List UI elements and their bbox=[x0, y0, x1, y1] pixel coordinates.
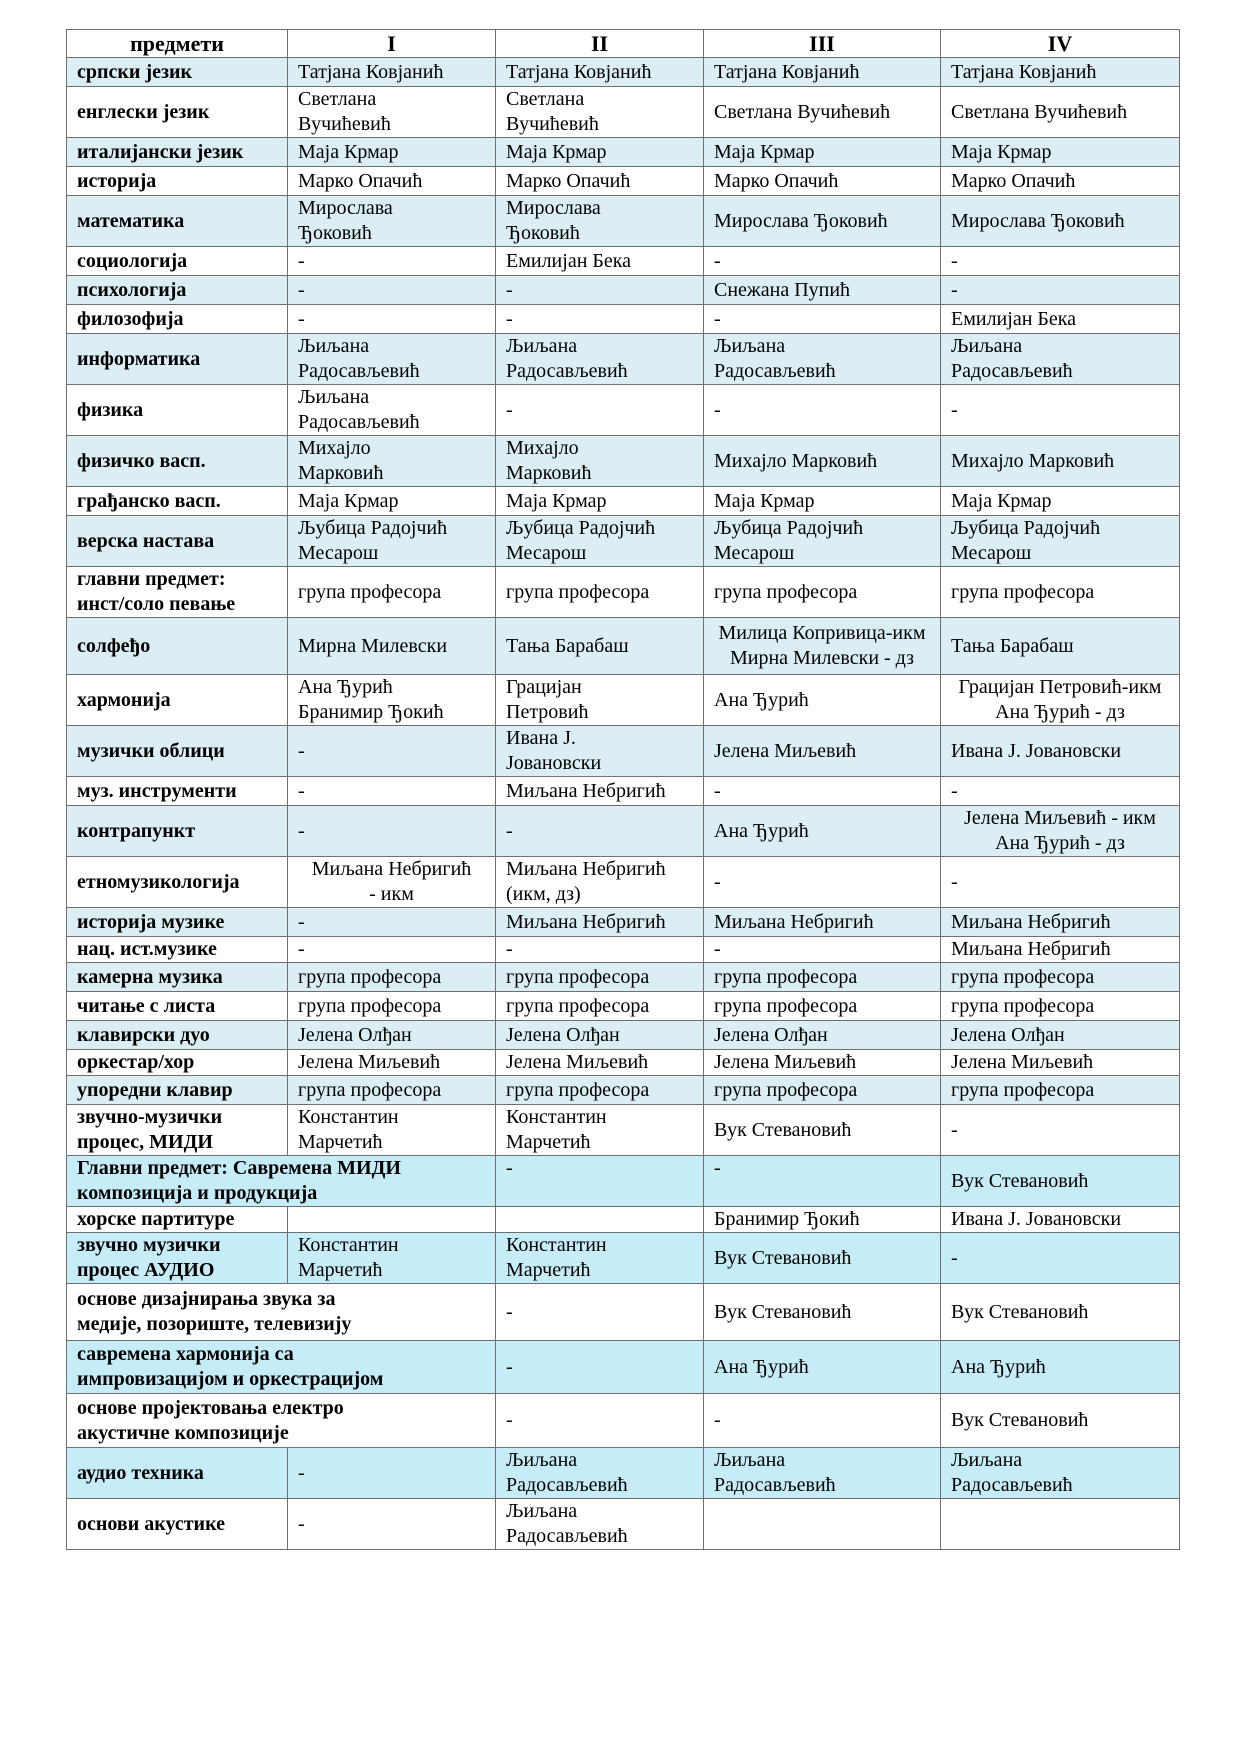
subject-cell: контрапункт bbox=[67, 806, 288, 857]
table-row bbox=[67, 305, 1180, 334]
teacher-cell: група професора bbox=[941, 992, 1180, 1021]
table-row bbox=[67, 516, 1180, 567]
header-year-1: I bbox=[288, 30, 496, 58]
teacher-cell: Јелена Миљевић bbox=[496, 1050, 704, 1076]
teacher-cell: Јелена Олђан bbox=[288, 1021, 496, 1050]
teacher-cell: Миљана Небригић bbox=[496, 777, 704, 806]
subject-cell: етномузикологија bbox=[67, 857, 288, 908]
teacher-cell: Марко Опачић bbox=[288, 167, 496, 196]
teacher-cell: Константин Марчетић bbox=[496, 1233, 704, 1284]
teacher-cell: Љиљана Радосављевић bbox=[941, 1448, 1180, 1499]
subject-cell: читање с листа bbox=[67, 992, 288, 1021]
teacher-cell: - bbox=[288, 276, 496, 305]
teacher-cell: - bbox=[288, 806, 496, 857]
teacher-cell: Тања Барабаш bbox=[941, 618, 1180, 675]
teacher-cell: Ана Ђурић bbox=[704, 806, 941, 857]
table-row bbox=[67, 1284, 1180, 1341]
teacher-cell: група професора bbox=[704, 992, 941, 1021]
teacher-cell: Миљана Небригић bbox=[496, 908, 704, 937]
teacher-cell: Јелена Олђан bbox=[704, 1021, 941, 1050]
subject-cell: грађанско васп. bbox=[67, 487, 288, 516]
subject-cell: камерна музика bbox=[67, 963, 288, 992]
teacher-cell: Мирослава Ђоковић bbox=[941, 196, 1180, 247]
table-header-row bbox=[67, 30, 1180, 58]
teacher-cell: Јелена Миљевић bbox=[288, 1050, 496, 1076]
teacher-cell: Татјана Ковјанић bbox=[496, 58, 704, 87]
subject-cell: хармонија bbox=[67, 675, 288, 726]
subject-cell: звучно-музички процес, МИДИ bbox=[67, 1105, 288, 1156]
teacher-cell: Јелена Миљевић - икм Ана Ђурић - дз bbox=[941, 806, 1180, 857]
teacher-cell bbox=[288, 1207, 496, 1233]
teacher-cell: група професора bbox=[288, 992, 496, 1021]
subject-cell: основе дизајнирања звука за медије, позориште, телевизију bbox=[67, 1284, 496, 1341]
table-row bbox=[67, 1076, 1180, 1105]
teacher-cell: Јелена Миљевић bbox=[704, 1050, 941, 1076]
teacher-cell: група професора bbox=[704, 963, 941, 992]
teacher-cell: - bbox=[704, 1156, 941, 1207]
teacher-cell: група професора bbox=[496, 1076, 704, 1105]
subject-cell: психологија bbox=[67, 276, 288, 305]
teacher-cell: Љиљана Радосављевић bbox=[496, 1448, 704, 1499]
teacher-cell: - bbox=[704, 937, 941, 963]
teacher-cell: Ивана Ј. Јовановски bbox=[496, 726, 704, 777]
table-row bbox=[67, 1499, 1180, 1550]
table-row bbox=[67, 138, 1180, 167]
teacher-cell: Марко Опачић bbox=[496, 167, 704, 196]
table-row bbox=[67, 1448, 1180, 1499]
header-year-3: III bbox=[704, 30, 941, 58]
teacher-cell: - bbox=[288, 908, 496, 937]
teacher-cell: Вук Стевановић bbox=[704, 1105, 941, 1156]
subject-cell: основе пројектовања електро акустичне композиције bbox=[67, 1394, 496, 1448]
teacher-cell: Милица Копривица-икм Мирна Милевски - дз bbox=[704, 618, 941, 675]
teacher-cell: Татјана Ковјанић bbox=[704, 58, 941, 87]
teacher-cell: Миљана Небригић bbox=[941, 937, 1180, 963]
teacher-cell: група професора bbox=[941, 1076, 1180, 1105]
teacher-cell bbox=[941, 1499, 1180, 1550]
table-row bbox=[67, 196, 1180, 247]
teacher-cell: - bbox=[704, 857, 941, 908]
subject-cell: звучно музички процес АУДИО bbox=[67, 1233, 288, 1284]
teacher-cell: Емилијан Бека bbox=[496, 247, 704, 276]
table-row bbox=[67, 487, 1180, 516]
table-row bbox=[67, 618, 1180, 675]
teacher-cell: група професора bbox=[941, 963, 1180, 992]
teacher-cell: - bbox=[496, 937, 704, 963]
teacher-cell: Миљана Небригић - икм bbox=[288, 857, 496, 908]
subject-cell: оркестар/хор bbox=[67, 1050, 288, 1076]
teacher-cell: Ана Ђурић Бранимир Ђокић bbox=[288, 675, 496, 726]
teacher-cell: - bbox=[288, 937, 496, 963]
teacher-cell: Светлана Вучићевић bbox=[941, 87, 1180, 138]
teacher-cell: група професора bbox=[288, 567, 496, 618]
teacher-cell: Љубица Радојчић Месарош bbox=[496, 516, 704, 567]
teacher-cell: Љиљана Радосављевић bbox=[941, 334, 1180, 385]
teacher-cell: - bbox=[704, 385, 941, 436]
teacher-cell: Снежана Пупић bbox=[704, 276, 941, 305]
teacher-cell: Љиљана Радосављевић bbox=[704, 334, 941, 385]
table-row bbox=[67, 385, 1180, 436]
table-row bbox=[67, 167, 1180, 196]
teacher-cell: Тања Барабаш bbox=[496, 618, 704, 675]
teacher-cell: - bbox=[288, 1499, 496, 1550]
teacher-cell: Марко Опачић bbox=[704, 167, 941, 196]
table-row bbox=[67, 1021, 1180, 1050]
subject-cell: филозофија bbox=[67, 305, 288, 334]
subject-cell: верска настава bbox=[67, 516, 288, 567]
teacher-cell: Маја Крмар bbox=[288, 487, 496, 516]
subject-cell: италијански језик bbox=[67, 138, 288, 167]
teacher-cell: Ана Ђурић bbox=[704, 1341, 941, 1394]
subject-cell: нац. ист.музике bbox=[67, 937, 288, 963]
table-row bbox=[67, 567, 1180, 618]
teacher-cell: - bbox=[941, 777, 1180, 806]
subject-cell: основи акустике bbox=[67, 1499, 288, 1550]
subject-cell: физичко васп. bbox=[67, 436, 288, 487]
teacher-cell: - bbox=[496, 1284, 704, 1341]
subject-cell: хорске партитуре bbox=[67, 1207, 288, 1233]
teacher-cell: Ана Ђурић bbox=[941, 1341, 1180, 1394]
teacher-cell: Константин Марчетић bbox=[288, 1105, 496, 1156]
teacher-cell: Јелена Олђан bbox=[941, 1021, 1180, 1050]
subject-cell: социологија bbox=[67, 247, 288, 276]
teacher-cell: - bbox=[941, 276, 1180, 305]
teacher-cell: - bbox=[288, 1448, 496, 1499]
table-row bbox=[67, 436, 1180, 487]
table-row bbox=[67, 1050, 1180, 1076]
table-row bbox=[67, 58, 1180, 87]
teacher-cell: Вук Стевановић bbox=[704, 1233, 941, 1284]
subject-cell: информатика bbox=[67, 334, 288, 385]
teacher-cell: Грацијан Петровић bbox=[496, 675, 704, 726]
table-row bbox=[67, 1156, 1180, 1207]
teacher-cell: Татјана Ковјанић bbox=[288, 58, 496, 87]
teacher-cell: Ана Ђурић bbox=[704, 675, 941, 726]
teacher-cell: Љиљана Радосављевић bbox=[496, 1499, 704, 1550]
teacher-cell: - bbox=[704, 1394, 941, 1448]
teacher-cell: Емилијан Бека bbox=[941, 305, 1180, 334]
table-row bbox=[67, 806, 1180, 857]
teacher-cell: Светлана Вучићевић bbox=[704, 87, 941, 138]
teacher-cell: Маја Крмар bbox=[288, 138, 496, 167]
table-row bbox=[67, 963, 1180, 992]
table-row bbox=[67, 1207, 1180, 1233]
subject-cell: упоредни клавир bbox=[67, 1076, 288, 1105]
teacher-cell: Љубица Радојчић Месарош bbox=[288, 516, 496, 567]
table-row bbox=[67, 1394, 1180, 1448]
subject-cell: српски језик bbox=[67, 58, 288, 87]
teacher-cell: група професора bbox=[496, 963, 704, 992]
teacher-cell: Михајло Марковић bbox=[288, 436, 496, 487]
teacher-cell: - bbox=[288, 777, 496, 806]
teacher-cell: Вук Стевановић bbox=[941, 1394, 1180, 1448]
subject-cell: главни предмет: инст/соло певање bbox=[67, 567, 288, 618]
subject-cell: историја музике bbox=[67, 908, 288, 937]
table-row bbox=[67, 726, 1180, 777]
table-row bbox=[67, 992, 1180, 1021]
teacher-cell: Светлана Вучићевић bbox=[496, 87, 704, 138]
teacher-cell: група професора bbox=[496, 567, 704, 618]
teacher-cell: Јелена Миљевић bbox=[704, 726, 941, 777]
table-row bbox=[67, 247, 1180, 276]
subject-teacher-table bbox=[66, 29, 1180, 1550]
teacher-cell: Маја Крмар bbox=[496, 138, 704, 167]
teacher-cell: Љиљана Радосављевић bbox=[288, 334, 496, 385]
teacher-cell: Вук Стевановић bbox=[704, 1284, 941, 1341]
subject-cell: клавирски дуо bbox=[67, 1021, 288, 1050]
teacher-cell: Светлана Вучићевић bbox=[288, 87, 496, 138]
teacher-cell: Михајло Марковић bbox=[941, 436, 1180, 487]
teacher-cell: - bbox=[496, 1394, 704, 1448]
teacher-cell: Ивана Ј. Јовановски bbox=[941, 726, 1180, 777]
subject-cell: аудио техника bbox=[67, 1448, 288, 1499]
table-row bbox=[67, 675, 1180, 726]
teacher-cell bbox=[704, 1499, 941, 1550]
header-year-2: II bbox=[496, 30, 704, 58]
subject-cell: музички облици bbox=[67, 726, 288, 777]
teacher-cell: - bbox=[941, 1233, 1180, 1284]
teacher-cell: Миљана Небригић bbox=[704, 908, 941, 937]
teacher-cell: група професора bbox=[288, 1076, 496, 1105]
teacher-cell: Маја Крмар bbox=[941, 138, 1180, 167]
table-row bbox=[67, 276, 1180, 305]
teacher-cell: - bbox=[496, 1156, 704, 1207]
teacher-cell: - bbox=[496, 385, 704, 436]
teacher-cell: Мирослава Ђоковић bbox=[288, 196, 496, 247]
teacher-cell: група професора bbox=[704, 1076, 941, 1105]
header-year-4: IV bbox=[941, 30, 1180, 58]
header-subjects: предмети bbox=[67, 30, 288, 58]
teacher-cell: Маја Крмар bbox=[704, 487, 941, 516]
teacher-cell: група професора bbox=[288, 963, 496, 992]
teacher-cell: Татјана Ковјанић bbox=[941, 58, 1180, 87]
teacher-cell: - bbox=[941, 247, 1180, 276]
teacher-cell: Миљана Небригић (икм, дз) bbox=[496, 857, 704, 908]
teacher-cell: - bbox=[704, 305, 941, 334]
teacher-cell: Маја Крмар bbox=[704, 138, 941, 167]
teacher-cell bbox=[496, 1207, 704, 1233]
teacher-cell: - bbox=[288, 247, 496, 276]
teacher-cell: Љубица Радојчић Месарош bbox=[941, 516, 1180, 567]
table-row bbox=[67, 1341, 1180, 1394]
teacher-cell: - bbox=[288, 305, 496, 334]
teacher-cell: Вук Стевановић bbox=[941, 1156, 1180, 1207]
teacher-cell: Љиљана Радосављевић bbox=[704, 1448, 941, 1499]
teacher-cell: Михајло Марковић bbox=[704, 436, 941, 487]
teacher-cell: - bbox=[704, 777, 941, 806]
teacher-cell: група професора bbox=[941, 567, 1180, 618]
teacher-cell: група професора bbox=[704, 567, 941, 618]
subject-cell: солфеђо bbox=[67, 618, 288, 675]
teacher-cell: Мирослава Ђоковић bbox=[496, 196, 704, 247]
teacher-cell: - bbox=[941, 385, 1180, 436]
teacher-cell: Ивана Ј. Јовановски bbox=[941, 1207, 1180, 1233]
table-body bbox=[67, 58, 1180, 1550]
table-row bbox=[67, 87, 1180, 138]
table-row bbox=[67, 1105, 1180, 1156]
table-row bbox=[67, 908, 1180, 937]
table-row bbox=[67, 1233, 1180, 1284]
subject-cell: савремена хармонија са импровизацијом и оркестрацијом bbox=[67, 1341, 496, 1394]
teacher-cell: Марко Опачић bbox=[941, 167, 1180, 196]
teacher-cell: Мирна Милевски bbox=[288, 618, 496, 675]
subject-cell: историја bbox=[67, 167, 288, 196]
teacher-cell: Маја Крмар bbox=[496, 487, 704, 516]
subject-cell: Главни предмет: Савремена МИДИ композиција и продукција bbox=[67, 1156, 496, 1207]
subject-cell: енглески језик bbox=[67, 87, 288, 138]
teacher-cell: Маја Крмар bbox=[941, 487, 1180, 516]
teacher-cell: Константин Марчетић bbox=[496, 1105, 704, 1156]
teacher-cell: - bbox=[496, 276, 704, 305]
teacher-cell: Мирослава Ђоковић bbox=[704, 196, 941, 247]
teacher-cell: - bbox=[288, 726, 496, 777]
teacher-cell: група професора bbox=[496, 992, 704, 1021]
teacher-cell: - bbox=[496, 305, 704, 334]
teacher-cell: Љиљана Радосављевић bbox=[496, 334, 704, 385]
teacher-cell: Константин Марчетић bbox=[288, 1233, 496, 1284]
teacher-cell: - bbox=[496, 806, 704, 857]
subject-cell: физика bbox=[67, 385, 288, 436]
teacher-cell: - bbox=[941, 857, 1180, 908]
teacher-cell: Љиљана Радосављевић bbox=[288, 385, 496, 436]
table-row bbox=[67, 777, 1180, 806]
table-row bbox=[67, 937, 1180, 963]
teacher-cell: Јелена Миљевић bbox=[941, 1050, 1180, 1076]
teacher-cell: Бранимир Ђокић bbox=[704, 1207, 941, 1233]
teacher-cell: Јелена Олђан bbox=[496, 1021, 704, 1050]
teacher-cell: Грацијан Петровић-икм Ана Ђурић - дз bbox=[941, 675, 1180, 726]
teacher-cell: Миљана Небригић bbox=[941, 908, 1180, 937]
subject-cell: муз. инструменти bbox=[67, 777, 288, 806]
table-row bbox=[67, 857, 1180, 908]
teacher-cell: Вук Стевановић bbox=[941, 1284, 1180, 1341]
teacher-cell: - bbox=[941, 1105, 1180, 1156]
subject-cell: математика bbox=[67, 196, 288, 247]
teacher-cell: Љубица Радојчић Месарош bbox=[704, 516, 941, 567]
table-row bbox=[67, 334, 1180, 385]
teacher-cell: - bbox=[704, 247, 941, 276]
teacher-cell: - bbox=[496, 1341, 704, 1394]
teacher-cell: Михајло Марковић bbox=[496, 436, 704, 487]
